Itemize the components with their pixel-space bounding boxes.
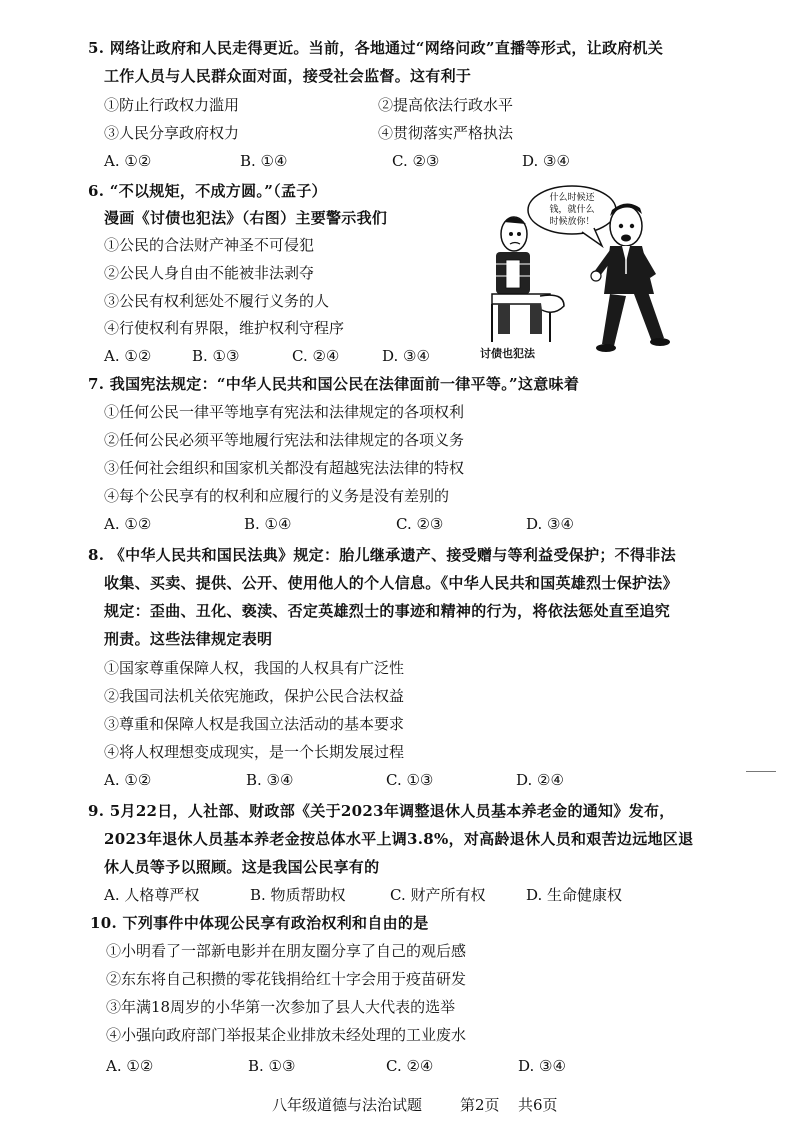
q10-statement-2: ②东东将自己积攒的零花钱捐给红十字会用于疫苗研发 bbox=[106, 970, 467, 988]
q5-choice-a: A. ①② bbox=[104, 152, 152, 170]
q9-choice-a: A. 人格尊严权 bbox=[104, 886, 200, 904]
q7-statement-1: ①任何公民一律平等地享有宪法和法律规定的各项权利 bbox=[104, 403, 465, 421]
q7-statement-2: ②任何公民必须平等地履行宪法和法律规定的各项义务 bbox=[104, 431, 465, 449]
q5-choice-c: C. ②③ bbox=[392, 152, 440, 170]
footer-subject: 八年级道德与法治试题 bbox=[272, 1096, 423, 1114]
q6-stem-line2: 漫画《讨债也犯法》（右图）主要警示我们 bbox=[104, 209, 388, 227]
q7-choice-c: C. ②③ bbox=[396, 515, 444, 533]
bubble-line-2: 钱，就什么 bbox=[549, 205, 595, 215]
q5-choice-b: B. ①④ bbox=[240, 152, 288, 170]
q9-stem-line1: 9. 5月22日，人社部、财政部《关于2023年调整退休人员基本养老金的通知》发布， bbox=[88, 802, 675, 820]
q5-statement-2: ②提高依法行政水平 bbox=[378, 96, 514, 114]
q5-statement-1: ①防止行政权力滥用 bbox=[104, 96, 240, 114]
q9-choice-b: B. 物质帮助权 bbox=[250, 886, 346, 904]
q9-stem-line3: 休人员等予以照顾。这是我国公民享有的 bbox=[104, 858, 380, 876]
q6-choice-c: C. ②④ bbox=[292, 347, 340, 365]
q9-choice-d: D. 生命健康权 bbox=[526, 886, 623, 904]
q8-choice-a: A. ①② bbox=[104, 771, 152, 789]
cartoon-caption: 讨债也犯法 bbox=[480, 347, 535, 360]
q10-stem-line1: 10. 下列事件中体现公民享有政治权利和自由的是 bbox=[90, 914, 429, 932]
q8-stem-line1: 8. 《中华人民共和国民法典》规定：胎儿继承遗产、接受赠与等利益受保护；不得非法 bbox=[88, 546, 676, 564]
q10-choice-b: B. ①③ bbox=[248, 1057, 296, 1075]
q5-stem-line1: 5. 网络让政府和人民走得更近。当前，各地通过“网络问政”直播等形式，让政府机关 bbox=[88, 39, 664, 57]
q8-statement-2: ②我国司法机关依宪施政，保护公民合法权益 bbox=[104, 687, 405, 705]
bubble-line-3: 时候放你！ bbox=[549, 217, 595, 227]
q8-stem-line3: 规定：歪曲、丑化、亵渎、否定英雄烈士的事迹和精神的行为，将依法惩处直至追究 bbox=[104, 602, 671, 620]
q5-stem-line2: 工作人员与人民群众面对面，接受社会监督。这有利于 bbox=[104, 67, 472, 85]
q6-choice-d: D. ③④ bbox=[382, 347, 430, 365]
q10-choice-c: C. ②④ bbox=[386, 1057, 434, 1075]
q10-statement-4: ④小强向政府部门举报某企业排放未经处理的工业废水 bbox=[106, 1026, 467, 1044]
q5-choice-d: D. ③④ bbox=[522, 152, 570, 170]
q6-statement-3: ③公民有权利惩处不履行义务的人 bbox=[104, 292, 330, 310]
q7-statement-3: ③任何社会组织和国家机关都没有超越宪法法律的特权 bbox=[104, 459, 465, 477]
q7-choice-b: B. ①④ bbox=[244, 515, 292, 533]
footer-total-pages: 共6页 bbox=[518, 1096, 558, 1114]
scan-artifact-mark bbox=[746, 771, 776, 772]
q9-stem-line2: 2023年退休人员基本养老金按总体水平上调3.8%，对高龄退休人员和艰苦边远地区退 bbox=[104, 830, 694, 848]
footer-page-number: 第2页 bbox=[460, 1096, 500, 1114]
q8-statement-3: ③尊重和保障人权是我国立法活动的基本要求 bbox=[104, 715, 405, 733]
tied-person-figure bbox=[492, 217, 564, 342]
q10-statement-1: ①小明看了一部新电影并在朋友圈分享了自己的观后感 bbox=[106, 942, 467, 960]
q8-choice-c: C. ①③ bbox=[386, 771, 434, 789]
q8-statement-1: ①国家尊重保障人权，我国的人权具有广泛性 bbox=[104, 659, 405, 677]
q10-choice-d: D. ③④ bbox=[518, 1057, 566, 1075]
bubble-line-1: 什么时候还 bbox=[549, 193, 595, 203]
q8-stem-line2: 收集、买卖、提供、公开、使用他人的个人信息。《中华人民共和国英雄烈士保护法》 bbox=[104, 574, 678, 592]
q7-choice-a: A. ①② bbox=[104, 515, 152, 533]
q10-statement-3: ③年满18周岁的小华第一次参加了县人大代表的选举 bbox=[106, 998, 456, 1016]
q9-choice-c: C. 财产所有权 bbox=[390, 886, 486, 904]
q5-statement-4: ④贯彻落实严格执法 bbox=[378, 124, 514, 142]
q6-stem-line1: 6. “不以规矩，不成方圆。”（孟子） bbox=[88, 182, 327, 200]
q8-statement-4: ④将人权理想变成现实，是一个长期发展过程 bbox=[104, 743, 405, 761]
q8-choice-b: B. ③④ bbox=[246, 771, 294, 789]
q6-statement-1: ①公民的合法财产神圣不可侵犯 bbox=[104, 236, 315, 254]
q7-stem-line1: 7. 我国宪法规定：“中华人民共和国公民在法律面前一律平等。”这意味着 bbox=[88, 375, 580, 393]
q8-choice-d: D. ②④ bbox=[516, 771, 564, 789]
q7-choice-d: D. ③④ bbox=[526, 515, 574, 533]
q8-stem-line4: 刑责。这些法律规定表明 bbox=[104, 630, 273, 648]
q5-statement-3: ③人民分享政府权力 bbox=[104, 124, 240, 142]
q6-choice-b: B. ①③ bbox=[192, 347, 240, 365]
q10-choice-a: A. ①② bbox=[106, 1057, 154, 1075]
q6-statement-2: ②公民人身自由不能被非法剥夺 bbox=[104, 264, 315, 282]
q6-choice-a: A. ①② bbox=[104, 347, 152, 365]
q6-statement-4: ④行使权利有界限，维护权利守程序 bbox=[104, 319, 345, 337]
q7-statement-4: ④每个公民享有的权利和应履行的义务是没有差别的 bbox=[104, 487, 450, 505]
debt-collection-cartoon bbox=[484, 184, 674, 364]
